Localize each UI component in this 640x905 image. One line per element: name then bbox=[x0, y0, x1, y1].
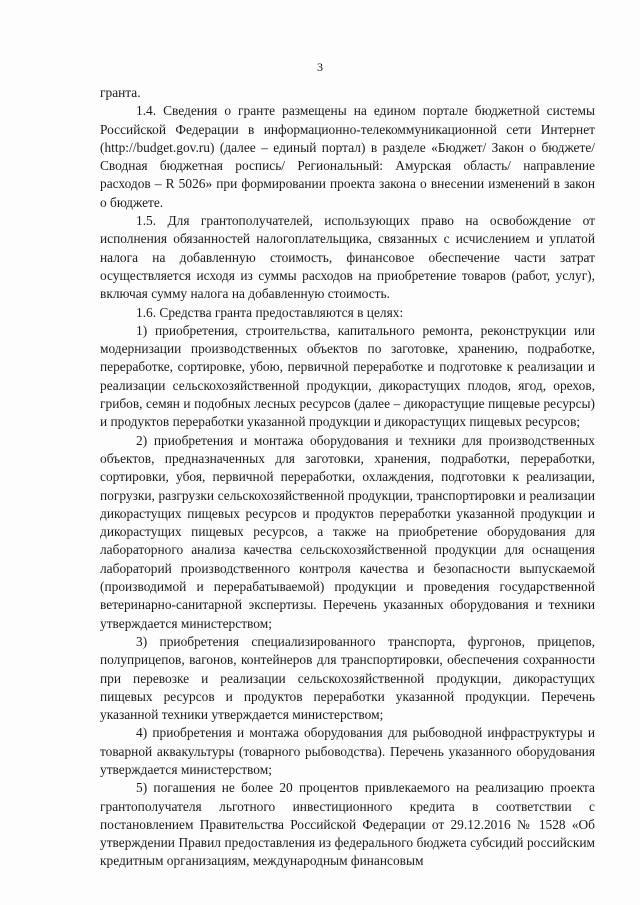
list-item-5: 5) погашения не более 20 процентов привлекаемого на реализацию проекта грантополучателя льготного инвестиционного кредита в соответствии с постановлением Правительства Российской Федерации от 29.12.2016 № 1528 «Об утверждении Правил предоставления из федерального бюджета субсидий российским кредитным организациям, международным финансовым bbox=[100, 780, 595, 869]
list-item-3: 3) приобретения специализированного транспорта, фургонов, прицепов, полуприцепов, вагонов, контейнеров для транспортировки, обеспечения сохранности при перевозке и реализации сельскохозяйственной продукции, дикорастущих пищевых ресурсов и продуктов переработки указанной продукции. Перечень указанной техники утверждается министерством; bbox=[100, 633, 595, 723]
document-body bbox=[100, 84, 595, 871]
paragraph-1-4: 1.4. Сведения о гранте размещены на едином портале бюджетной системы Российской Федерации в информационно-телекоммуникационной сети Интернет (http://budget.gov.ru) (далее – единый портал) в разделе «Бюджет/ Закон о бюджете/ Сводная бюджетная роспись/ Региональный: Амурская область/ направление расходов – R 5026» при формировании проекта закона о внесении изменений в закон о бюджете. bbox=[100, 103, 595, 210]
paragraph-continuation: гранта. bbox=[100, 85, 141, 100]
paragraph-1-5: 1.5. Для грантополучателей, использующих право на освобождение от исполнения обязанностей налогоплательщика, связанных с исчислением и уплатой налога на добавленную стоимость, финансовое обеспечение части затрат осуществляется исходя из суммы расходов на приобретение товаров (работ, услуг), включая сумму налога на добавленную стоимость. bbox=[100, 213, 595, 302]
list-item-1: 1) приобретения, строительства, капитального ремонта, реконструкции или модернизации производственных объектов по заготовке, хранению, подработке, переработке, сортировке, убою, первичной переработке и подготовке к реализации и реализации сельскохозяйственной продукции, дикорастущих плодов, ягод, орехов, грибов, семян и подобных лесных ресурсов (далее – дикорастущие пищевые ресурсы) и продуктов переработки указанной продукции и дикорастущих пищевых ресурсов; bbox=[100, 322, 595, 430]
list-item-2: 2) приобретения и монтажа оборудования и техники для производственных объектов, предназначенных для заготовки, хранения, подработки, переработки, сортировки, убоя, первичной переработки, охлаждения, подготовки к реализации, погрузки, разгрузки сельскохозяйственной продукции, транспортировки и реализации дикорастущих пищевых ресурсов и продуктов переработки указанной продукции и дикорастущих пищевых ресурсов, а также на приобретение оборудования для лабораторного анализа качества сельскохозяйственной продукции для оснащения лабораторий производственного контроля качества и безопасности выпускаемой (производимой и перерабатываемой) продукции и проведения государственной ветеринарно-санитарной экспертизы. Перечень указанных оборудования и техники утверждается министерством; bbox=[100, 432, 595, 631]
list-item-4: 4) приобретения и монтажа оборудования для рыбоводной инфраструктуры и товарной аквакультуры (товарного рыбоводства). Перечень указанного оборудования утверждается министерством; bbox=[100, 725, 595, 777]
page-number: 3 bbox=[317, 60, 323, 74]
paragraph-1-6: 1.6. Средства гранта предоставляются в целях: bbox=[136, 304, 404, 320]
